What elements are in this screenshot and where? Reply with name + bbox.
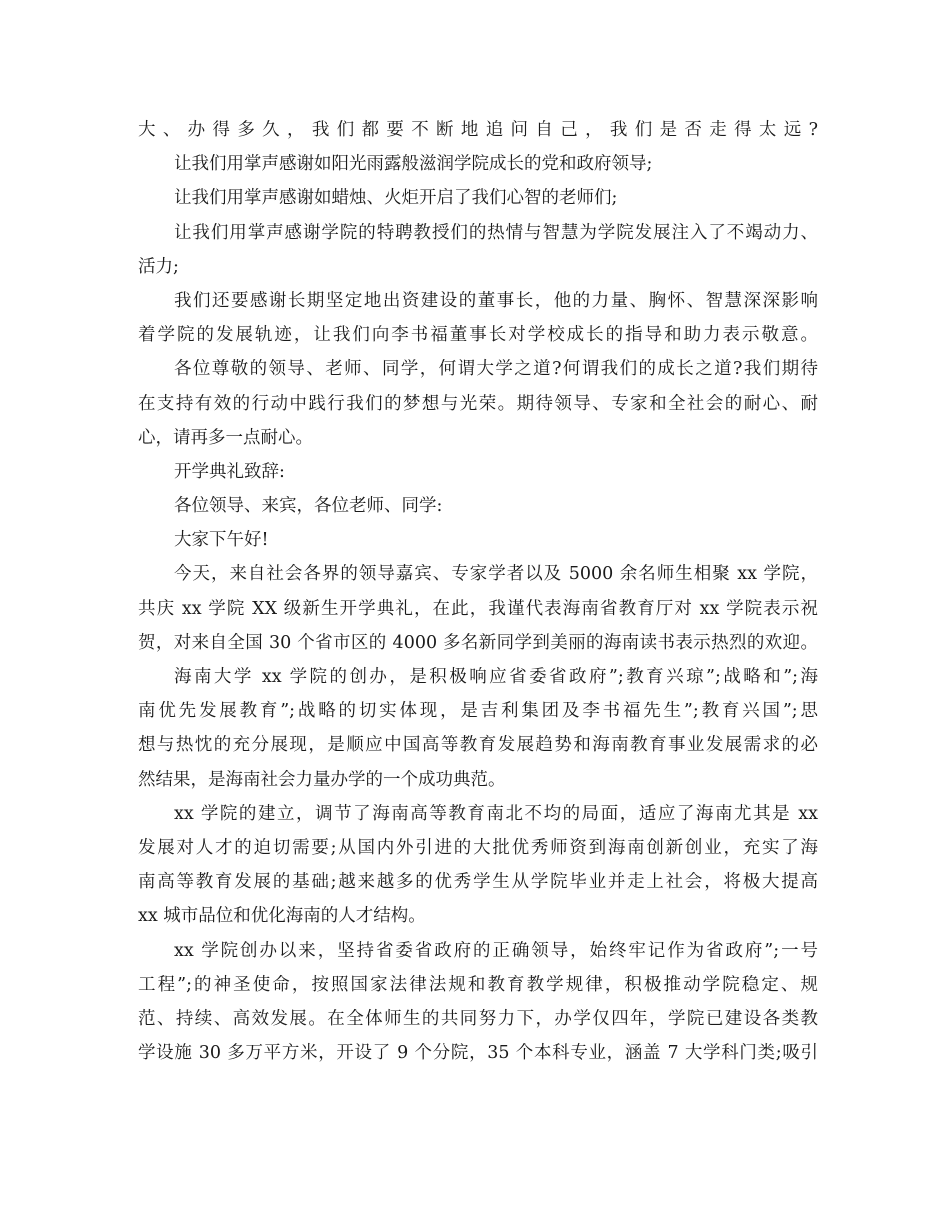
paragraph-line: 发展对人才的迫切需要;从国内外引进的大批优秀师资到海南创新创业，充实了海 (138, 837, 818, 858)
paragraph-line: 让我们用掌声感谢如蜡烛、火炬开启了我们心智的老师们; (174, 188, 618, 209)
paragraph-line: 在支持有效的行动中践行我们的梦想与光荣。期待领导、专家和全社会的耐心、耐 (138, 393, 818, 414)
greeting-line: 大家下午好! (174, 530, 269, 551)
paragraph-line: 共庆 xx 学院 XX 级新生开学典礼，在此，我谨代表海南省教育厅对 xx 学院表示祝 (138, 598, 818, 619)
paragraph-line: xx 学院的建立，调节了海南高等教育南北不均的局面，适应了海南尤其是 xx (174, 803, 818, 824)
paragraph-line: 范、持续、高效发展。在全体师生的共同努力下，办学仅四年，学院已建设各类教 (138, 1008, 818, 1029)
paragraph-line: 贺，对来自全国 30 个省市区的 4000 多名新同学到美丽的海南读书表示热烈的欢迎。 (138, 632, 818, 653)
paragraph-line: 南高等教育发展的基础;越来越多的优秀学生从学院毕业并走上社会，将极大提高 (138, 872, 818, 893)
paragraph-line: 着学院的发展轨迹，让我们向李书福董事长对学校成长的指导和助力表示敬意。 (138, 325, 818, 346)
section-heading: 开学典礼致辞: (174, 461, 285, 482)
paragraph-line: xx 城市品位和优化海南的人才结构。 (138, 906, 426, 927)
paragraph-line: 想与热忱的充分展现，是顺应中国高等教育发展趋势和海南教育事业发展需求的必 (138, 735, 818, 756)
paragraph-line: 我们还要感谢长期坚定地出资建设的董事长，他的力量、胸怀、智慧深深影响 (174, 290, 818, 311)
paragraph-line: 心，请再多一点耐心。 (138, 427, 313, 448)
paragraph-line: 让我们用掌声感谢学院的特聘教授们的热情与智慧为学院发展注入了不竭动力、 (174, 222, 818, 243)
paragraph-line: 然结果，是海南社会力量办学的一个成功典范。 (138, 769, 506, 790)
paragraph-line: 南优先发展教育”;战略的切实体现，是吉利集团及李书福先生”;教育兴国”;思 (138, 701, 818, 722)
paragraph-line: 海南大学 xx 学院的创办，是积极响应省委省政府”;教育兴琼”;战略和”;海 (174, 667, 818, 687)
paragraph-line: 今天，来自社会各界的领导嘉宾、专家学者以及 5000 余名师生相聚 xx 学院， (174, 564, 818, 585)
paragraph-line: 各位尊敬的领导、老师、同学，何谓大学之道?何谓我们的成长之道?我们期待 (174, 359, 818, 380)
salutation-line: 各位领导、来宾，各位老师、同学: (174, 496, 443, 517)
paragraph-line: 让我们用掌声感谢如阳光雨露般滋润学院成长的党和政府领导; (174, 154, 653, 175)
paragraph-line: 学设施 30 多万平方米，开设了 9 个分院，35 个本科专业，涵盖 7 大学科门类;吸引 (138, 1043, 818, 1064)
paragraph-line: 活力; (138, 256, 179, 277)
paragraph-line: xx 学院创办以来，坚持省委省政府的正确领导，始终牢记作为省政府”;一号 (174, 940, 818, 961)
paragraph-line: 大、办得多久，我们都要不断地追问自己，我们是否走得太远? (138, 120, 818, 140)
document-body (138, 113, 818, 1070)
paragraph-line: 工程”;的神圣使命，按照国家法律法规和教育教学规律，积极推动学院稳定、规 (138, 974, 818, 995)
